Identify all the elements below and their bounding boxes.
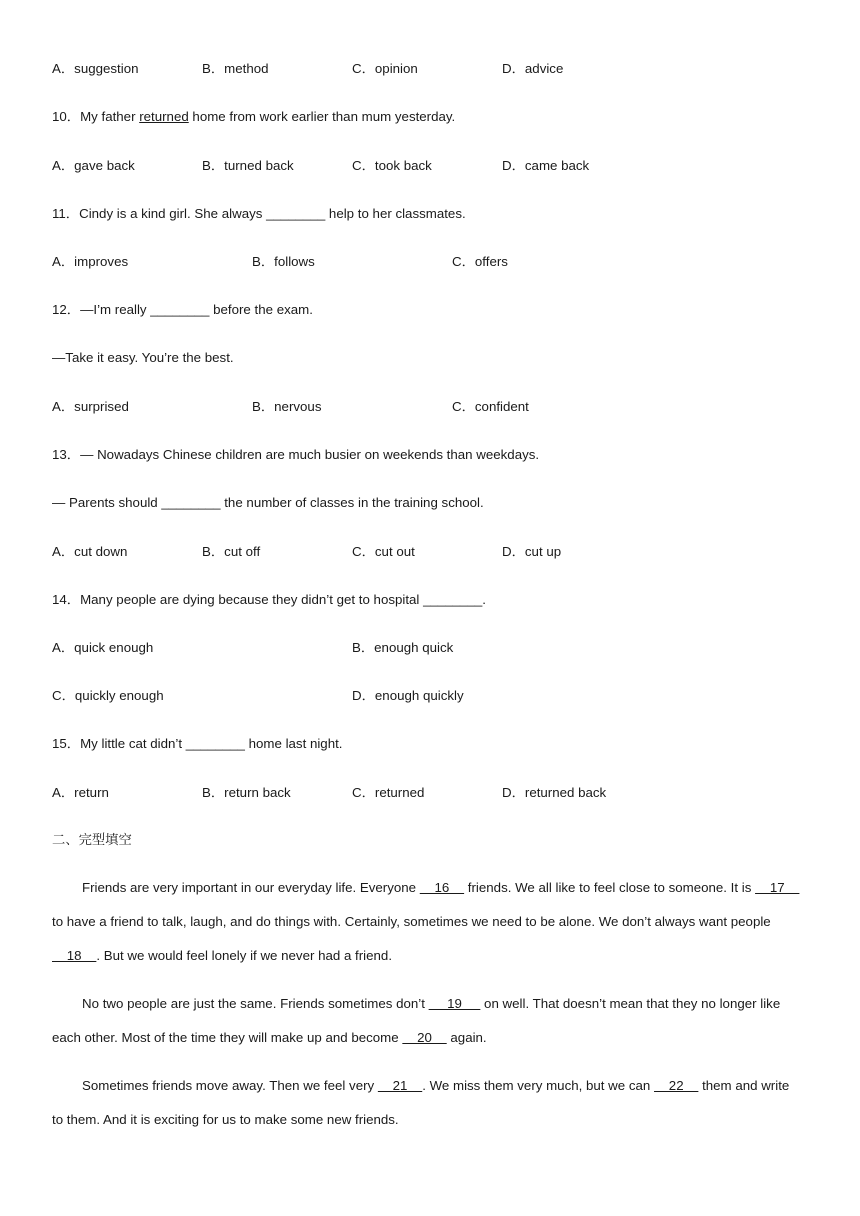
blank-16: 16 xyxy=(419,880,465,895)
q13-option-d: D．cut up xyxy=(502,544,562,559)
q9-option-d: D．advice xyxy=(502,61,564,76)
q15-stem: 15．My little cat didn’t ________ home last night. xyxy=(52,736,343,751)
q15-option-d: D．returned back xyxy=(502,785,607,800)
q12-reply: —Take it easy. You’re the best. xyxy=(52,350,234,365)
blank-17: 17 xyxy=(755,880,800,895)
q11-option-a: A．improves xyxy=(52,254,129,269)
section-title-cloze: 二、完型填空 xyxy=(52,833,132,848)
q13-reply: — Parents should ________ the number of classes in the training school. xyxy=(52,495,484,510)
q11-option-b: B．follows xyxy=(252,254,315,269)
q12-option-b: B．nervous xyxy=(252,399,322,414)
q12-stem: 12．—I’m really ________ before the exam. xyxy=(52,302,313,317)
blank-19: 19 xyxy=(428,996,481,1011)
q15-option-b: B．return back xyxy=(202,785,291,800)
q13-option-b: B．cut off xyxy=(202,544,261,559)
q10-option-d: D．came back xyxy=(502,158,590,173)
blank-21: 21 xyxy=(377,1078,423,1093)
q13-stem: 13．— Nowadays Chinese children are much busier on weekends than weekdays. xyxy=(52,447,540,462)
passage-paragraph-1: Friends are very important in our everyday life. Everyone 16 friends. We all like to feel close to someone. It is 17 to have a friend to talk, laugh, and do things with. Certainly, sometimes we need to be alone. We don’t always want people 18 . But we would feel lonely if we never had a friend. xyxy=(52,880,800,963)
q9-option-b: B．method xyxy=(202,61,269,76)
passage-paragraph-3: Sometimes friends move away. Then we feel very 21 . We miss them very much, but we can 22 them and write to them. And it is exciting for us to make some new friends. xyxy=(52,1078,790,1127)
q14-option-d: D．enough quickly xyxy=(352,688,464,703)
q10-underlined-word: returned xyxy=(139,109,189,124)
q10-option-c: C．took back xyxy=(352,158,432,173)
q13-option-c: C．cut out xyxy=(352,544,415,559)
q12-option-c: C．confident xyxy=(452,399,529,414)
q12-option-a: A．surprised xyxy=(52,399,129,414)
passage-paragraph-2: No two people are just the same. Friends sometimes don’t 19 on well. That doesn’t mean that they no longer like each other. Most of the time they will make up and become 20 again. xyxy=(52,996,781,1045)
q10-stem: 10．My father returned home from work earlier than mum yesterday. xyxy=(52,109,456,124)
q9-option-c: C．opinion xyxy=(352,61,418,76)
q15-option-a: A．return xyxy=(52,785,109,800)
q10-option-a: A．gave back xyxy=(52,158,135,173)
q14-option-c: C．quickly enough xyxy=(52,688,164,703)
q11-stem: 11．Cindy is a kind girl. She always ________ help to her classmates. xyxy=(52,206,466,221)
q13-option-a: A．cut down xyxy=(52,544,128,559)
q9-option-a: A．suggestion xyxy=(52,61,139,76)
blank-18: 18 xyxy=(52,948,97,963)
blank-22: 22 xyxy=(654,1078,699,1093)
q11-option-c: C．offers xyxy=(452,254,508,269)
q14-stem: 14．Many people are dying because they didn’t get to hospital ________. xyxy=(52,592,486,607)
q15-option-c: C．returned xyxy=(352,785,425,800)
q14-option-a: A．quick enough xyxy=(52,640,154,655)
q14-option-b: B．enough quick xyxy=(352,640,454,655)
q10-option-b: B．turned back xyxy=(202,158,294,173)
blank-20: 20 xyxy=(402,1030,447,1045)
